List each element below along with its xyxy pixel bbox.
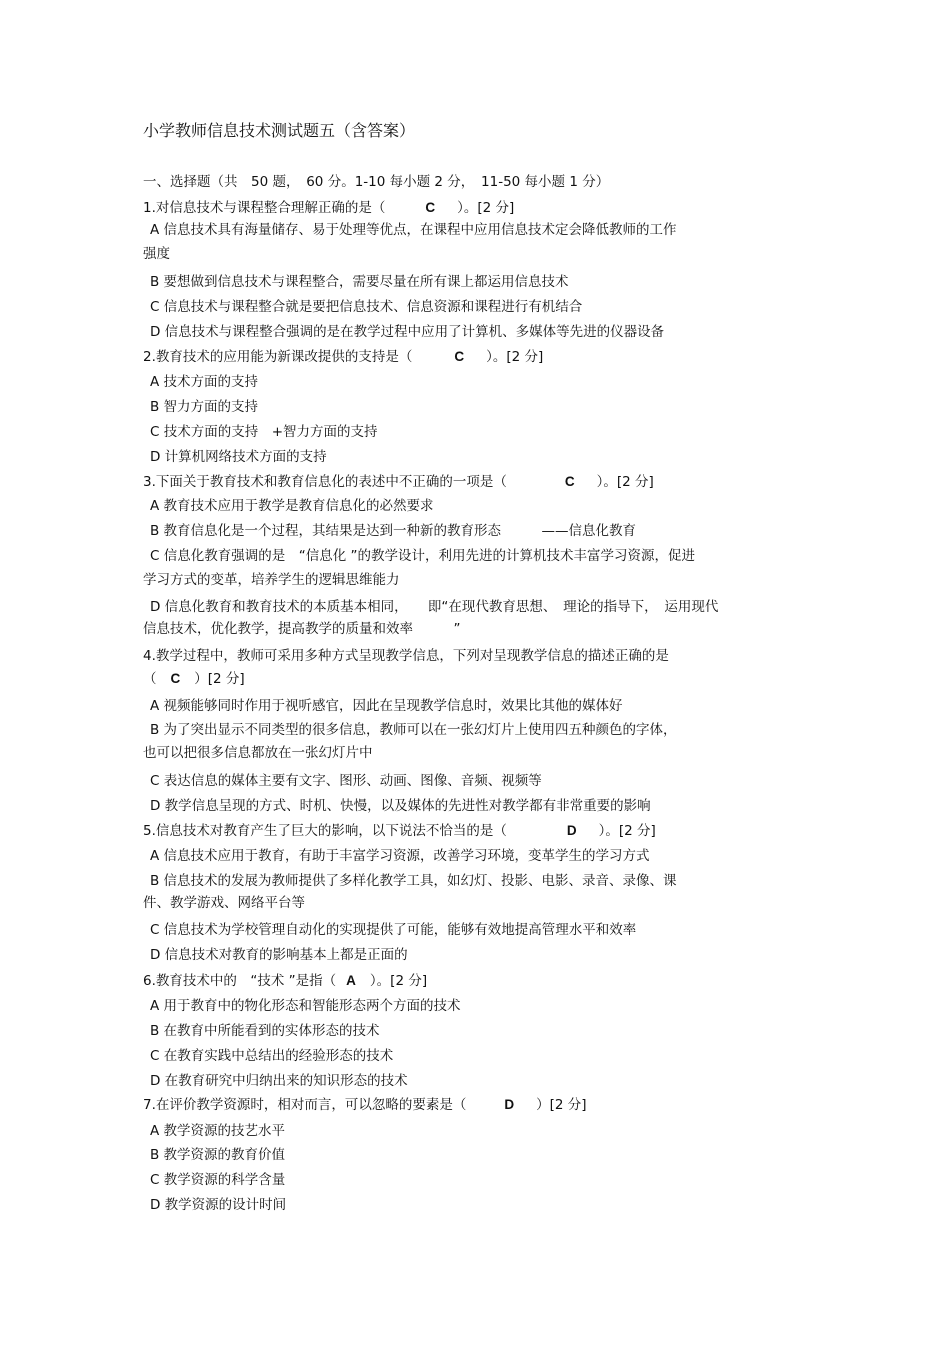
question-stem-tail: ）。[2 分] — [486, 349, 544, 365]
option-A: A 信息技术应用于教育，有助于丰富学习资源，改善学习环境，变革学生的学习方式 — [150, 848, 650, 864]
option-C-continued: 学习方式的变革，培养学生的逻辑思维能力 — [143, 572, 400, 588]
question-stem-text: 2.教育技术的应用能为新课改提供的支持是（ — [143, 349, 413, 365]
option-A: A 信息技术具有海量储存、易于处理等优点，在课程中应用信息技术定会降低教师的工作 — [150, 222, 677, 238]
option-A: A 技术方面的支持 — [150, 374, 259, 390]
question-stem-tail: ）。[2 分] — [457, 200, 515, 216]
question-stem — [143, 199, 514, 217]
option-B: B 在教育中所能看到的实体形态的技术 — [150, 1023, 380, 1039]
option-A: A 教育技术应用于教学是教育信息化的必然要求 — [150, 498, 434, 514]
option-B: B 为了突出显示不同类型的很多信息，教师可以在一张幻灯片上使用四五种颜色的字体， — [150, 722, 677, 738]
question-stem-tail: ）。[2 分] — [369, 973, 428, 989]
question-stem-tail: ）。[2 分] — [596, 474, 654, 490]
option-A-continued: 强度 — [143, 246, 170, 262]
question-stem — [143, 972, 427, 990]
answer-letter: C — [170, 671, 181, 686]
option-B: B 智力方面的支持 — [150, 399, 259, 415]
question-stem: 4.教学过程中，教师可采用多种方式呈现教学信息，下列对呈现教学信息的描述正确的是 — [143, 648, 669, 664]
question-stem-tail: ）。[2 分] — [598, 823, 656, 839]
section-heading: 一、选择题（共 50 题， 60 分。1-10 每小题 2 分， 11-50 每小题 1 分） — [143, 174, 610, 190]
answer-letter: C — [454, 349, 465, 364]
option-B-continued: 也可以把很多信息都放在一张幻灯片中 — [143, 745, 373, 761]
option-B-continued: 件、教学游戏、网络平台等 — [143, 895, 305, 911]
answer-letter: D — [504, 1097, 515, 1112]
option-C: C 信息技术与课程整合就是要把信息技术、信息资源和课程进行有机结合 — [150, 299, 583, 315]
option-C: C 技术方面的支持 +智力方面的支持 — [150, 424, 378, 440]
option-B: B 教学资源的教育价值 — [150, 1147, 286, 1163]
document-title: 小学教师信息技术测试题五（含答案） — [143, 121, 416, 140]
option-D: D 信息技术与课程整合强调的是在教学过程中应用了计算机、多媒体等先进的仪器设备 — [150, 324, 665, 340]
option-B: B 要想做到信息技术与课程整合，需要尽量在所有课上都运用信息技术 — [150, 274, 569, 290]
option-D: D 教学信息呈现的方式、时机、快慢，以及媒体的先进性对教学都有非常重要的影响 — [150, 798, 651, 814]
answer-letter: C — [425, 200, 436, 215]
question-stem-tail: ）[2 分] — [536, 1097, 587, 1113]
option-B: B 教育信息化是一个过程，其结果是达到一种新的教育形态 ——信息化教育 — [150, 523, 637, 539]
option-A: A 教学资源的技艺水平 — [150, 1123, 286, 1139]
answer-letter: D — [566, 823, 577, 838]
option-D: D 信息化教育和教育技术的本质基本相同， 即“在现代教育思想、 理论的指导下， 运用现代 — [150, 599, 719, 615]
option-C: C 表达信息的媒体主要有文字、图形、动画、图像、音频、视频等 — [150, 773, 542, 789]
option-D: D 教学资源的设计时间 — [150, 1197, 287, 1213]
question-stem — [143, 1096, 587, 1114]
question-stem — [143, 348, 543, 366]
option-D-continued: 信息技术，优化教学，提高教学的质量和效率 ” — [143, 621, 461, 637]
option-C: C 教学资源的科学含量 — [150, 1172, 286, 1188]
question-stem-text: 6.教育技术中的 “技术 ”是指（ — [143, 973, 337, 989]
option-C: C 在教育实践中总结出的经验形态的技术 — [150, 1048, 394, 1064]
answer-letter: C — [564, 474, 575, 489]
question-stem-text: 3.下面关于教育技术和教育信息化的表述中不正确的一项是（ — [143, 474, 507, 490]
option-D: D 在教育研究中归纳出来的知识形态的技术 — [150, 1073, 408, 1089]
question-stem-text: 5.信息技术对教育产生了巨大的影响，以下说法不恰当的是（ — [143, 823, 507, 839]
question-stem-tail: ）[2 分] — [194, 671, 245, 687]
question-stem-line2 — [143, 670, 245, 688]
paren-open: （ — [143, 671, 157, 687]
question-stem-text: 1.对信息技术与课程整合理解正确的是（ — [143, 200, 386, 216]
question-stem — [143, 473, 654, 491]
option-A: A 视频能够同时作用于视听感官，因此在呈现教学信息时，效果比其他的媒体好 — [150, 698, 623, 714]
option-D: D 信息技术对教育的影响基本上都是正面的 — [150, 947, 408, 963]
question-stem — [143, 822, 656, 840]
answer-letter: A — [346, 973, 356, 988]
option-C: C 信息化教育强调的是 “信息化 ”的教学设计，利用先进的计算机技术丰富学习资源，促进 — [150, 548, 695, 564]
option-A: A 用于教育中的物化形态和智能形态两个方面的技术 — [150, 998, 461, 1014]
option-D: D 计算机网络技术方面的支持 — [150, 449, 327, 465]
question-stem-text: 7.在评价教学资源时，相对而言，可以忽略的要素是（ — [143, 1097, 467, 1113]
option-B: B 信息技术的发展为教师提供了多样化教学工具，如幻灯、投影、电影、录音、录像、课 — [150, 873, 677, 889]
option-C: C 信息技术为学校管理自动化的实现提供了可能，能够有效地提高管理水平和效率 — [150, 922, 637, 938]
